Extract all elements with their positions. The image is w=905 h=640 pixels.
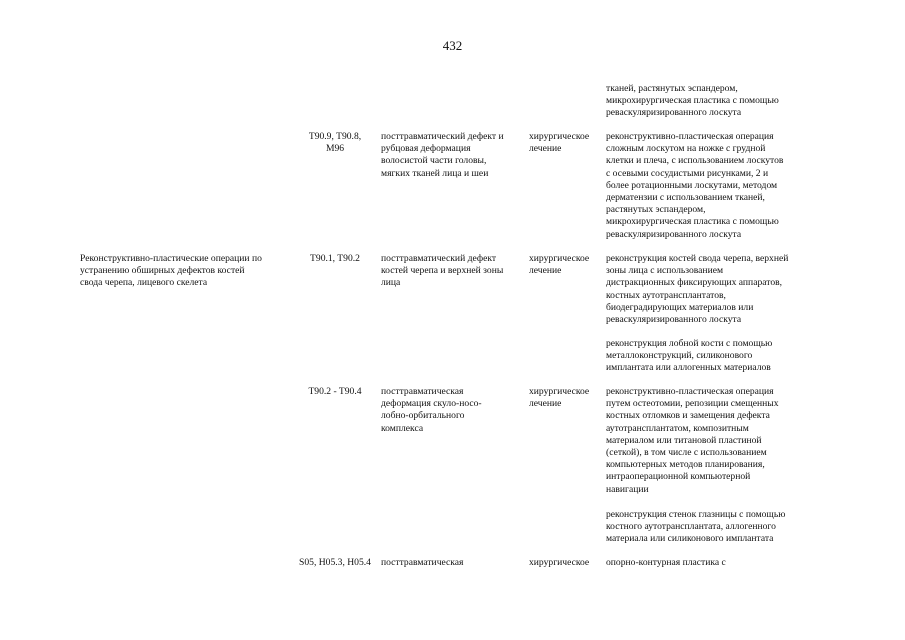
code-text: T90.1, T90.2 bbox=[310, 253, 360, 264]
code-text: T90.2 - T90.4 bbox=[308, 386, 362, 397]
treatment-type-text: хирургическое bbox=[529, 557, 590, 568]
treatment-type-text: хирургическое лечение bbox=[529, 131, 590, 155]
code-text: T90.9, T90.8, M96 bbox=[308, 131, 362, 155]
method-text: реконструктивно-пластическая операция путем остеотомии, репозиции смещенных костных отломков и замещения дефекта аутотрансплантатом, композитным материалом или титановой пластиной (сеткой), в том числе с использованием компьютерных методов планирования, интраоперационной компьютерной навигации bbox=[606, 386, 779, 495]
method-text: реконструкция стенок глазницы с помощью костного аутотрансплантата, аллогенного материала или силиконового имплантата bbox=[606, 509, 786, 545]
section-title: Реконструктивно-пластические операции по устранению обширных дефектов костей свода черепа, лицевого скелета bbox=[80, 253, 262, 289]
page-number: 432 bbox=[442, 38, 463, 53]
method-text: тканей, растянутых эспандером, микрохирургическая пластика с помощью реваскуляризированного лоскута bbox=[606, 83, 779, 119]
treatment-type-text: хирургическое лечение bbox=[529, 253, 590, 277]
treatment-type-text: хирургическое лечение bbox=[529, 386, 590, 410]
model-text: посттравматическая деформация скуло-носо- лобно-орбитального комплекса bbox=[381, 386, 482, 434]
method-text: реконструкция костей свода черепа, верхней зоны лица с использованием дистракционных фиксирующих аппаратов, костных аутотрансплантатов, биодеградирующих материалов или реваскуляризированного лоскута bbox=[606, 253, 789, 326]
model-text: посттравматическая bbox=[381, 557, 464, 568]
method-text: реконструкция лобной кости с помощью металлоконструкций, силиконового имплантата или аллогенных материалов bbox=[606, 338, 773, 374]
code-text: S05, H05.3, H05.4 bbox=[299, 557, 371, 568]
model-text: посттравматический дефект и рубцовая деформация волосистой части головы, мягких тканей лица и шеи bbox=[381, 131, 504, 179]
method-text: реконструктивно-пластическая операция сложным лоскутом на ножке с грудной клетки и плеча, с использованием лоскутов с осевыми сосудистыми рисунками, 2 и более ротационными лоскутами, методом дерматензии с использованием тканей, растянутых эспандером, микрохирургическая пластика с помощью реваскуляризированного лоскута bbox=[606, 131, 784, 240]
model-text: посттравматический дефект костей черепа и верхней зоны лица bbox=[381, 253, 504, 289]
method-text: опорно-контурная пластика с bbox=[606, 557, 726, 568]
